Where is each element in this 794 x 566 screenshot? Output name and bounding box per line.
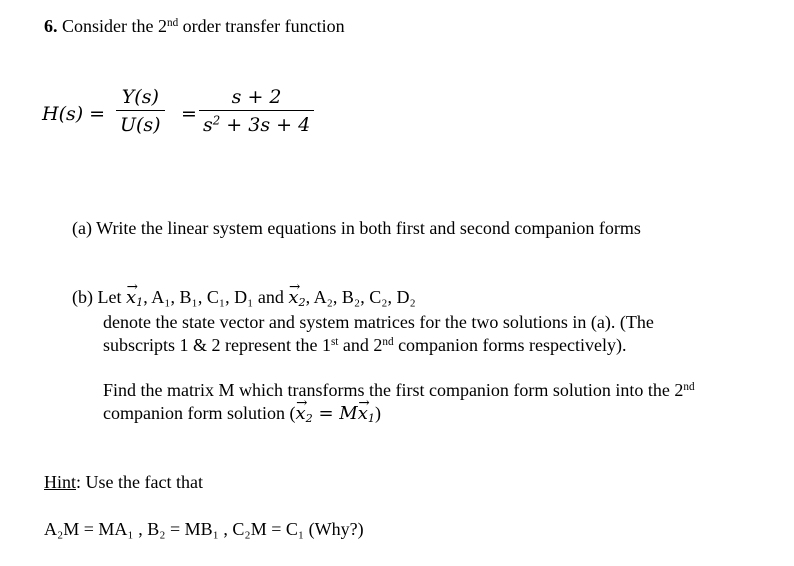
- part-b-line3-b: and 2: [338, 335, 383, 355]
- transform-x2: → $x_2$: [295, 403, 312, 424]
- part-b-find-line2-text: companion form solution (: [103, 403, 296, 423]
- part-a-text: Write the linear system equations in both first and second companion forms: [96, 218, 641, 238]
- part-b-line3-a: subscripts 1 & 2 represent the 1: [103, 335, 331, 355]
- tf-denominator: [199, 110, 314, 136]
- part-b-line3: [103, 335, 627, 356]
- ratio-denominator: U(s): [116, 110, 165, 136]
- equation-lhs: H(s) =: [42, 103, 106, 125]
- ratio-numerator: Y(s): [121, 86, 159, 108]
- transform-eq-close: ): [374, 403, 381, 423]
- hint-equations: A₂M = MA₁ , B₂ = MB₁ , C₂M = C₁ (Why?): [44, 519, 364, 539]
- tf-den-s: s: [203, 114, 213, 136]
- part-b-find-sup: nd: [683, 380, 695, 393]
- part-a-label: (a): [72, 218, 92, 238]
- part-b-list1: , A₁, B₁, C₁, D₁ and: [143, 287, 284, 307]
- transform-x1: → $x_1$: [358, 403, 375, 424]
- tf-numerator: s + 2: [231, 86, 282, 108]
- hint-line: [44, 472, 203, 493]
- hint-text: : Use the fact that: [76, 472, 203, 492]
- tf-den-rest: + 3s + 4: [220, 114, 311, 136]
- state-vector-x1: → $x_1$: [126, 287, 143, 308]
- part-b-line1: [72, 287, 416, 308]
- equation-equals: =: [181, 103, 197, 125]
- part-b-line2: denote the state vector and system matrices for the two solutions in (a). (The: [103, 312, 654, 332]
- ratio-fraction: [116, 86, 165, 136]
- transform-eq-mid: = M: [312, 403, 358, 424]
- part-b-list2: , A₂, B₂, C₂, D₂: [305, 287, 416, 307]
- tf-den-exp: 2: [212, 113, 221, 128]
- question-intro-pre: Consider the 2: [62, 16, 167, 36]
- state-vector-x2: → $x_2$: [288, 287, 305, 308]
- question-intro-post: order transfer function: [178, 16, 345, 36]
- part-b-line3-c: companion forms respectively).: [393, 335, 627, 355]
- part-b-label: (b): [72, 287, 93, 307]
- part-b-line3-sup2: nd: [382, 335, 394, 348]
- part-a: [72, 218, 641, 239]
- question-intro-sup: nd: [167, 16, 179, 29]
- part-b-find-line1: [103, 380, 695, 401]
- hint-label: Hint: [44, 472, 77, 492]
- part-b-find-a: Find the matrix M which transforms the first companion form solution into the 2: [103, 380, 684, 400]
- part-b-line3-sup1: st: [330, 335, 339, 348]
- question-header: [44, 16, 345, 37]
- question-number: 6.: [44, 16, 58, 36]
- tf-fraction: [199, 86, 314, 136]
- part-b-let: Let: [97, 287, 122, 307]
- part-b-find-line2: [103, 403, 381, 424]
